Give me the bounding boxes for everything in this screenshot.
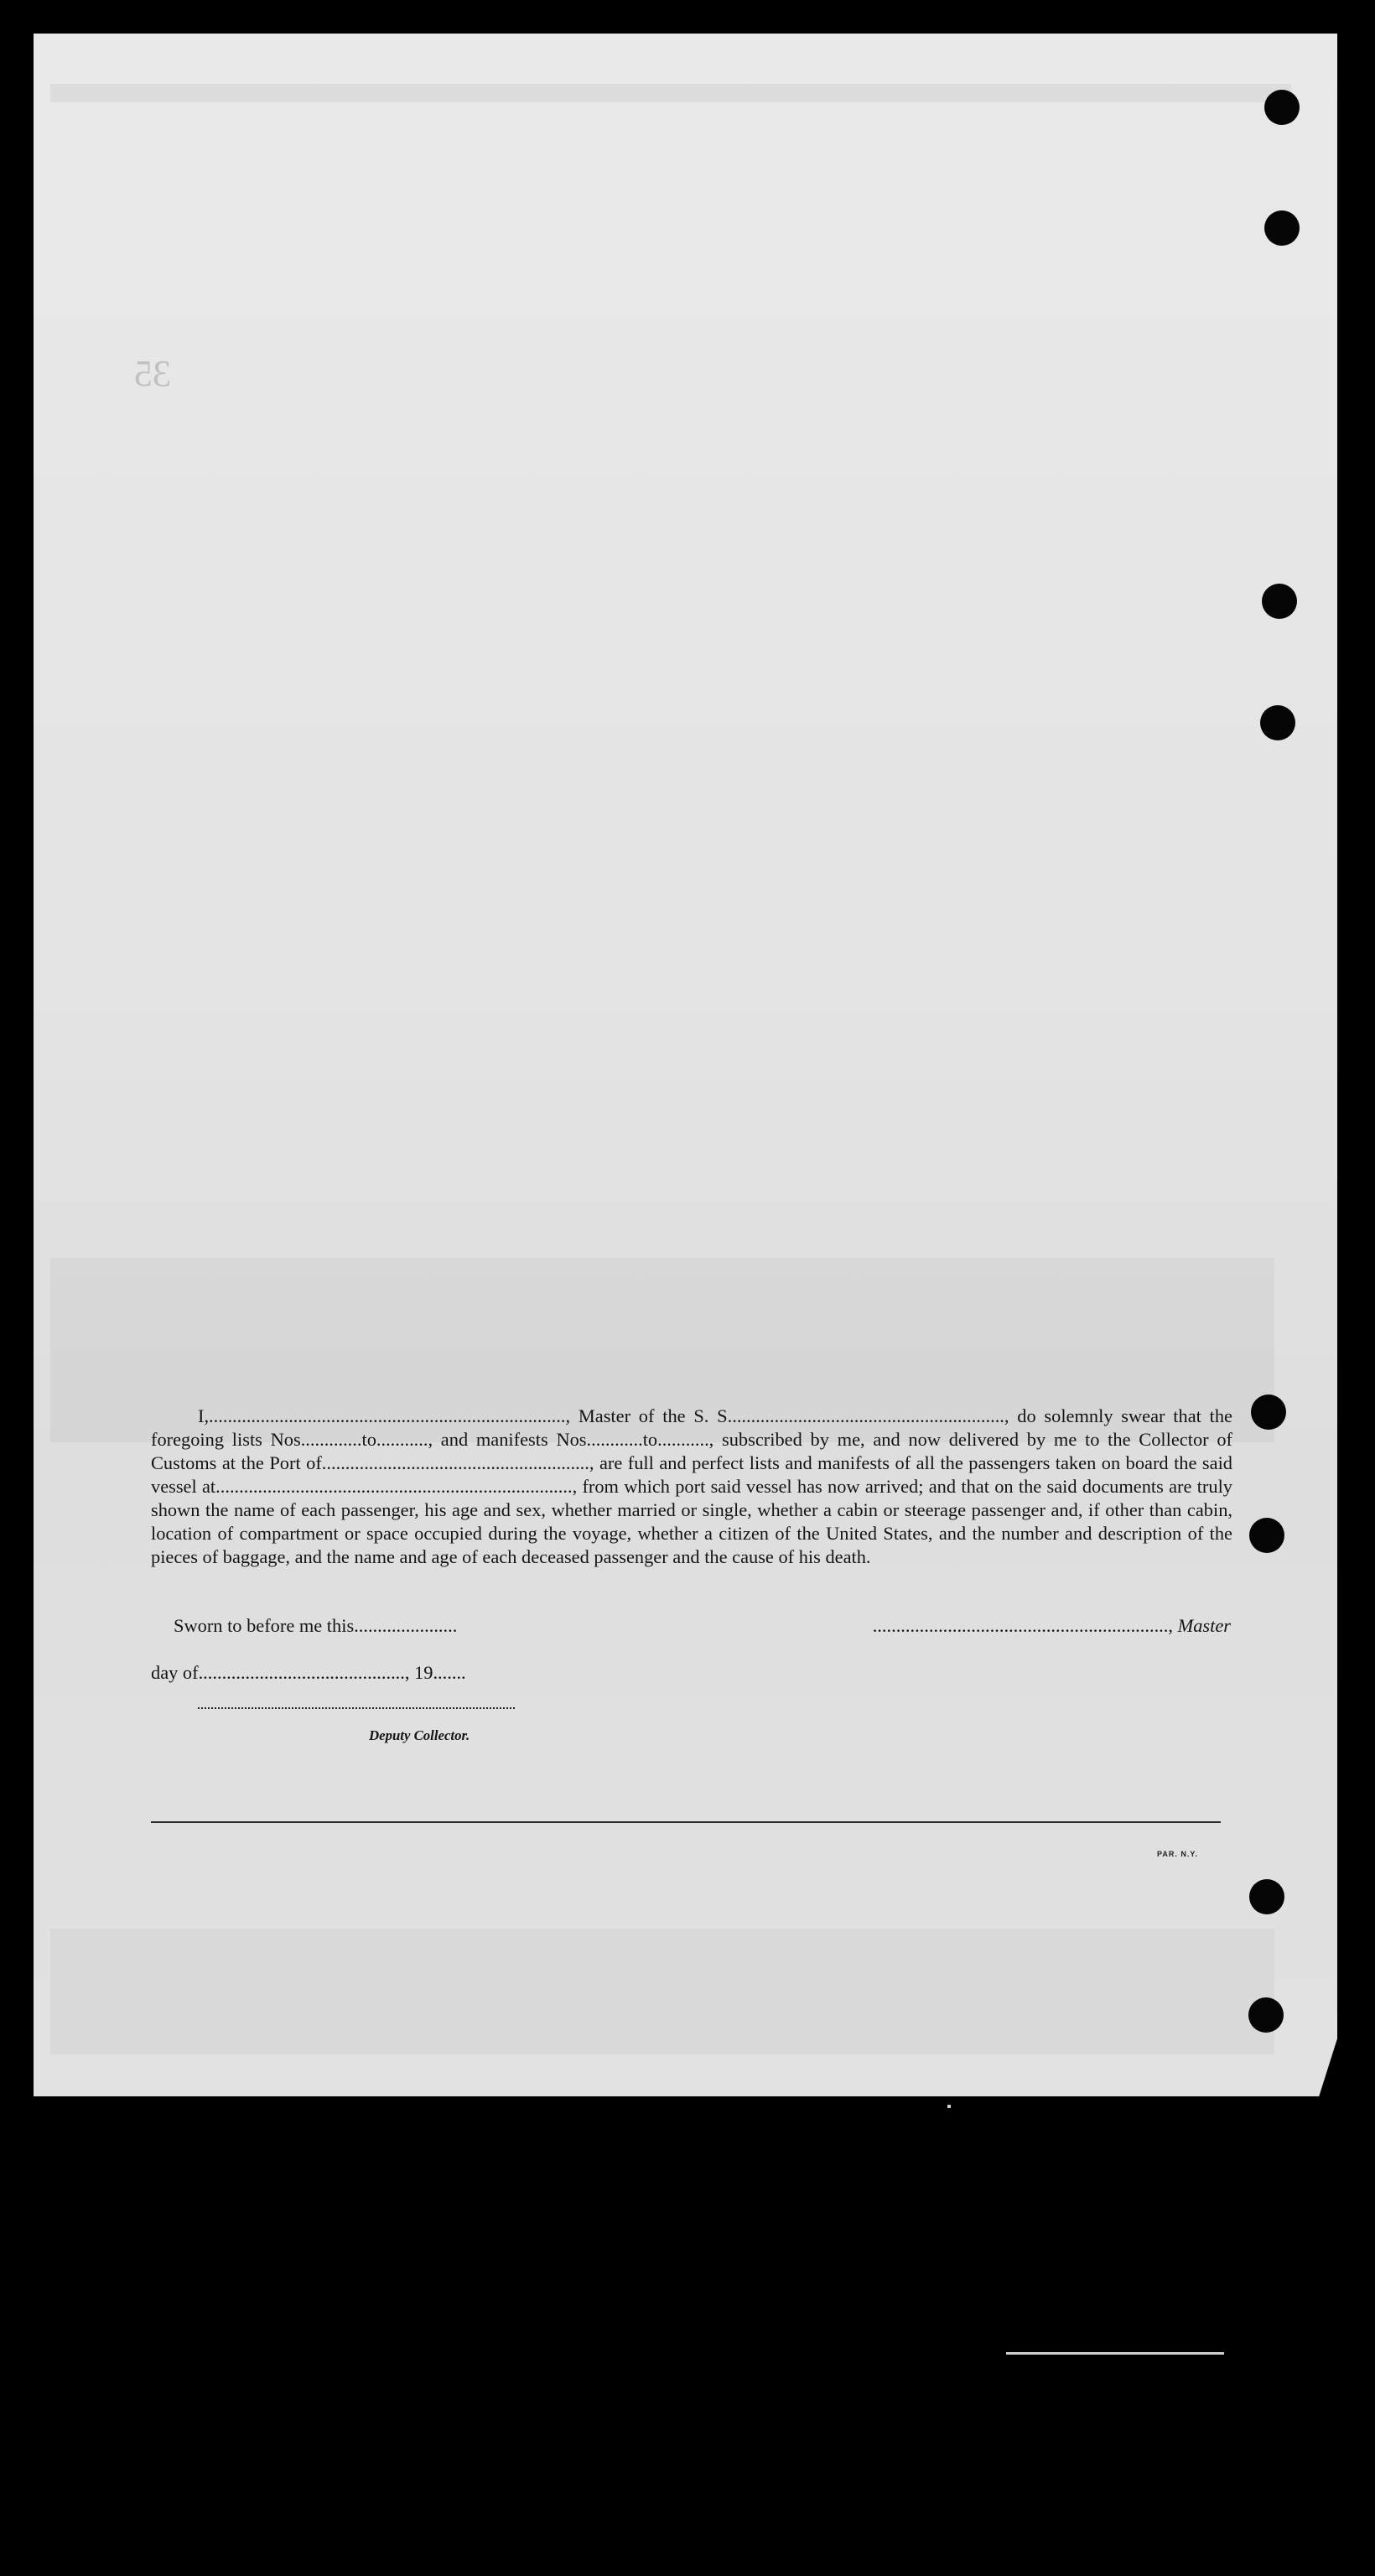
scan-speck bbox=[1006, 2352, 1224, 2355]
page-number: 35 bbox=[134, 353, 171, 394]
date-line: day of............................................, 19....... bbox=[151, 1662, 466, 1683]
punch-hole bbox=[1248, 1997, 1284, 2033]
sworn-before-me-line: Sworn to before me this...................... bbox=[174, 1615, 458, 1636]
paper-sheet bbox=[34, 34, 1337, 2096]
punch-hole bbox=[1262, 584, 1297, 619]
punch-hole bbox=[1264, 90, 1300, 125]
punch-hole bbox=[1264, 210, 1300, 246]
punch-hole bbox=[1260, 705, 1295, 740]
deputy-collector-label: Deputy Collector. bbox=[369, 1727, 470, 1743]
deputy-collector-signature-line bbox=[198, 1707, 515, 1709]
scan-speck bbox=[947, 2105, 951, 2108]
punch-hole bbox=[1251, 1394, 1286, 1430]
punch-hole bbox=[1249, 1518, 1284, 1553]
horizontal-rule bbox=[151, 1821, 1221, 1823]
master-signature-line bbox=[788, 1615, 1231, 1637]
master-signature-label: Master bbox=[1177, 1615, 1231, 1636]
master-oath-paragraph: I,............................................................................, Master of the S. S..........................................................., do solemnly swear that the foregoing lists Nos.............to..........., and manifests Nos............to..........., subscribed by me, and now delivered by me to the Collector of Customs at the Port of........................................................., are full and perfect lists and manifests of all the passengers taken on board the said vessel at............................................................................, from which port said vessel has now arrived; and that on the said documents are truly shown the name of each passenger, his age and sex, whether married or single, whether a cabin or steerage passenger and, if other than cabin, location of compartment or space occupied during the voyage, whether a citizen of the United States, and the number and description of the pieces of baggage, and the name and age of each deceased passenger and the cause of his death. bbox=[151, 1405, 1232, 1567]
punch-hole bbox=[1249, 1879, 1284, 1914]
bleed-through-band bbox=[50, 84, 1291, 102]
form-code: PAR. N.Y. bbox=[1157, 1850, 1198, 1858]
master-signature-dots: ..............................................................., bbox=[872, 1615, 1173, 1636]
bleed-through-band bbox=[50, 1929, 1274, 2054]
